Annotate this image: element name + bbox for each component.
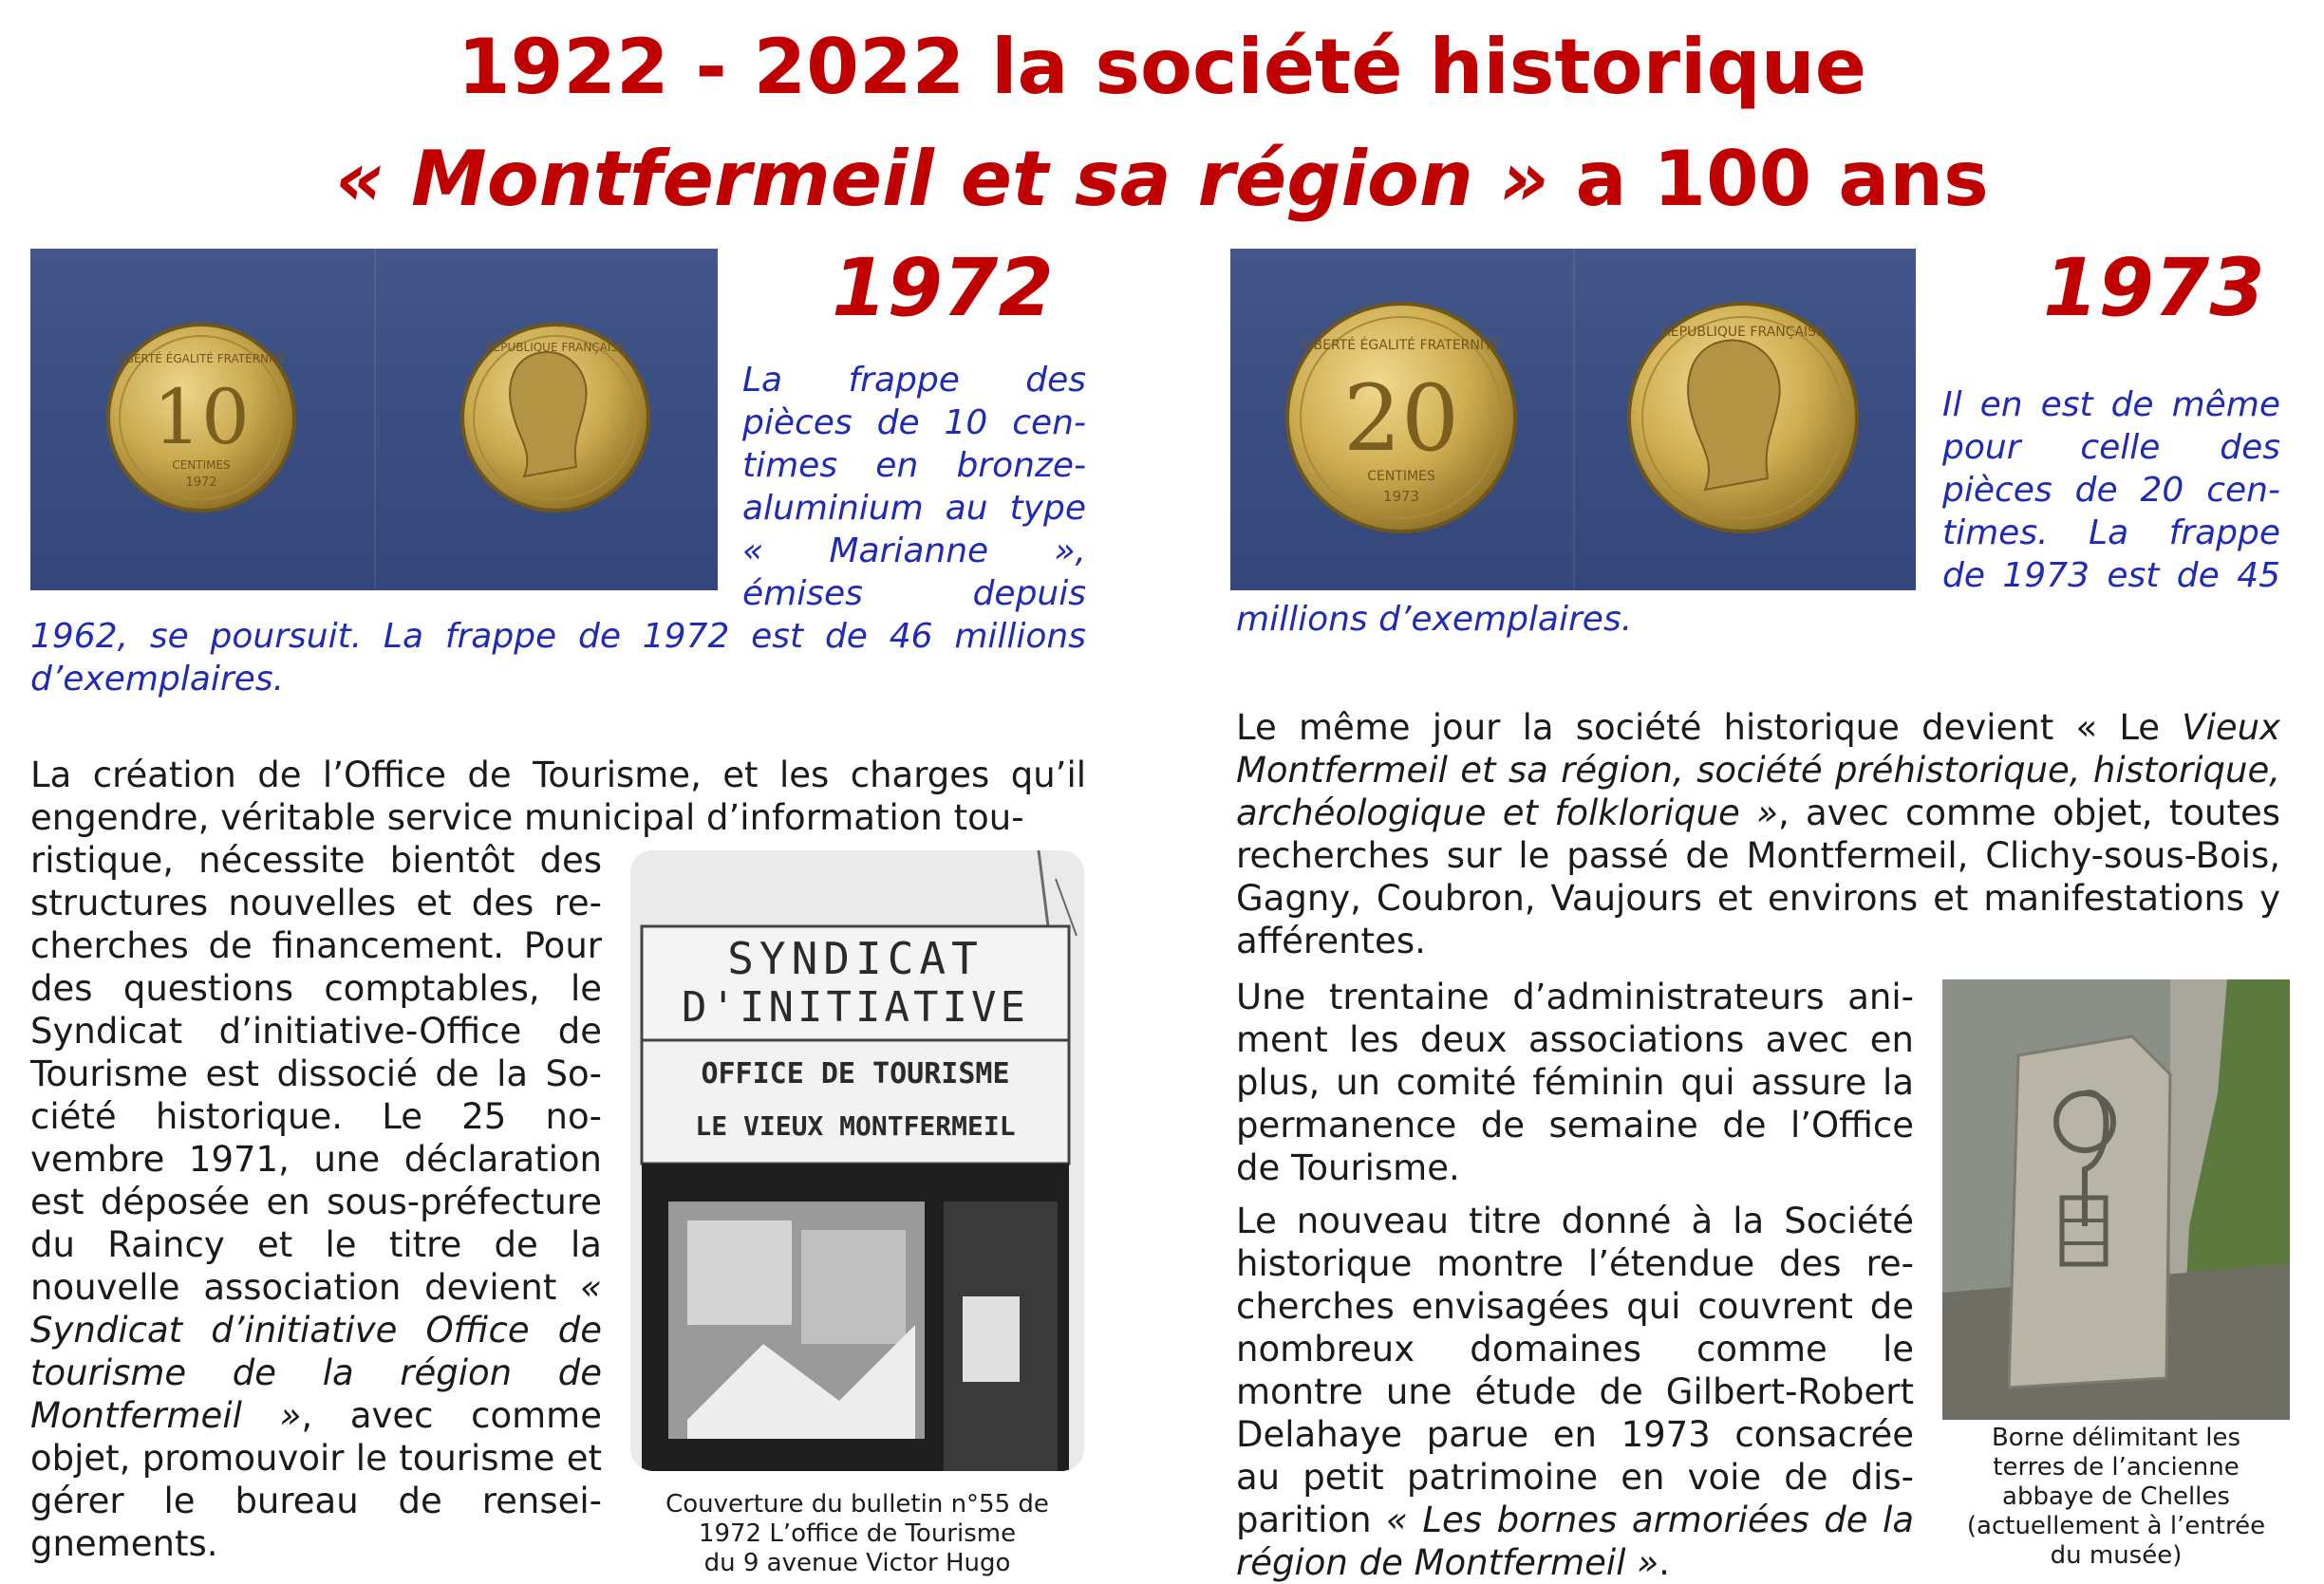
intro-1972-line: times en bronze- <box>742 446 1086 485</box>
intro-1973-wrap-block <box>1942 383 2280 597</box>
study-text: Le nouveau titre donné à la Société historique montre l’étendue des recherches envisagées qui couvrent de nombreux domaines comme le montre une étude de Gilbert-Robert Delahaye parue en 1973 consacrée au petit patrimoine en voie de disparition <box>1236 1201 1914 1540</box>
intro-1972-line: La frappe des <box>742 361 1086 400</box>
coins-1972-drawing <box>30 249 718 590</box>
coin1-unit: CENTIMES <box>172 458 231 472</box>
intro-1973-full: millions d’exemplaires. <box>1236 600 1633 639</box>
coins-1973-drawing <box>1230 249 1916 590</box>
coin1-value: 10 <box>153 373 250 461</box>
caption-line: du 9 avenue Victor Hugo <box>703 1549 1011 1577</box>
caption-line: Couverture du bulletin n°55 de <box>665 1490 1049 1519</box>
boundary-stone-photo <box>1942 979 2290 1420</box>
intro-1972-wrap-block <box>742 359 1086 615</box>
administrators-paragraph: Une trentaine d’administrateurs animent les deux associations avec en plus, un comité féminin qui assure la permanence de semaine de l’Office de Tourisme. <box>1236 977 1914 1188</box>
intro-1973-line: times. La frappe <box>1942 513 2280 552</box>
office-creation-text-end: , avec comme objet, promouvoir le tourisme et gérer le bureau de renseignements. <box>30 1395 602 1564</box>
intro-1972-full: 1962, se poursuit. La frappe de 1972 est de 46 millions d’exemplaires. <box>30 617 1086 699</box>
new-name-paragraph <box>1236 706 2280 962</box>
syndicat-initiative-photo <box>630 850 1084 1471</box>
photo-caption-1972 <box>630 1490 1084 1578</box>
coin1-value: 20 <box>1342 365 1460 472</box>
new-name-text: Le même jour la société historique devient « Le <box>1236 707 2183 748</box>
office-creation-paragraph-top: La création de l’Office de Tourisme, et les charges qu’il engendre, véritable service municipal d’information tou- <box>30 755 1086 838</box>
office-creation-paragraph-column <box>30 839 602 1565</box>
caption-line: Borne délimitant les <box>1991 1424 2241 1452</box>
coin1-date: 1972 <box>185 475 217 490</box>
intro-1973-line: Il en est de même <box>1942 385 2280 424</box>
new-name-association-title: Vieux Montfermeil et sa région, société préhistorique, historique, archéologique et folklorique » <box>1236 707 2280 833</box>
intro-1972-line: aluminium au type <box>742 489 1086 528</box>
page-title-line1: 1922 - 2022 la société historique <box>458 23 1866 111</box>
intro-1973-line: de 1973 est de 45 <box>1942 556 2280 595</box>
caption-line: abbaye de Chelles <box>2002 1482 2230 1511</box>
year-1973: 1973 <box>2043 241 2265 334</box>
intro-1973-line: pièces de 20 cen- <box>1942 471 2280 510</box>
caption-line: du musée) <box>2050 1541 2183 1570</box>
page-title-association-name: « Montfermeil et sa région » <box>335 135 1549 223</box>
intro-1972-line: « Marianne », <box>742 531 1086 570</box>
page-title-line2 <box>0 135 2324 224</box>
coin1-motto: LIBERTÉ ÉGALITÉ FRATERNITÉ <box>1302 338 1501 353</box>
sign-vieux-montfermeil: LE VIEUX MONTFERMEIL <box>695 1110 1016 1142</box>
study-title: « Les bornes armoriées de la région de Montfermeil » <box>1236 1500 1914 1583</box>
photo-caption-1973 <box>1942 1424 2290 1571</box>
intro-1973-line: pour celle des <box>1942 428 2280 467</box>
sign-initiative: D'INITIATIVE <box>682 983 1029 1032</box>
coin2-legend: RÉPUBLIQUE FRANÇAISE <box>485 341 626 354</box>
intro-1972-line: émises depuis <box>742 574 1086 613</box>
intro-1972-line: pièces de 10 cen- <box>742 403 1086 442</box>
coins-1973-photo <box>1230 249 1916 590</box>
office-creation-text: ristique, nécessite bientôt des structures nouvelles et des recherches de financement. Pour des questions comptables, le Syndicat d’initiative-Office de Tourisme est dissocié de la Société historique. Le 25 novembre 1971, une déclaration est déposée en sous-préfecture du Raincy et le titre de la nouvelle association devient <box>30 840 602 1308</box>
sign-syndicat: SYNDICAT <box>727 933 984 984</box>
page-title-suffix: a 100 ans <box>1548 135 1989 223</box>
syndicat-initiative-drawing <box>630 850 1084 1471</box>
coin1-date: 1973 <box>1382 488 1420 505</box>
caption-line: 1972 L’office de Tourisme <box>698 1519 1017 1548</box>
coins-1972-photo <box>30 249 718 590</box>
sign-office: OFFICE DE TOURISME <box>701 1057 1010 1090</box>
study-text-end: . <box>1659 1542 1670 1583</box>
boundary-stone-drawing <box>1942 979 2290 1420</box>
caption-line: (actuellement à l’entrée <box>1966 1512 2266 1540</box>
coin2-legend: RÉPUBLIQUE FRANÇAISE <box>1661 325 1825 340</box>
coin1-unit: CENTIMES <box>1367 469 1435 484</box>
new-name-text-end: , avec comme objet, toutes recherches sur le passé de Montfermeil, Clichy-sous-Bois, Gagny, Coubron, Vaujours et environs et manifestations y afférentes. <box>1236 792 2280 961</box>
study-paragraph <box>1236 1200 1914 1584</box>
office-creation-association-title: « Syndicat d’initiative Office de tourisme de la région de Montfermeil » <box>30 1267 602 1436</box>
coin1-motto: LIBERTÉ ÉGALITÉ FRATERNITÉ <box>116 352 287 365</box>
year-1972: 1972 <box>832 241 1054 334</box>
caption-line: terres de l’ancienne <box>1993 1453 2240 1482</box>
